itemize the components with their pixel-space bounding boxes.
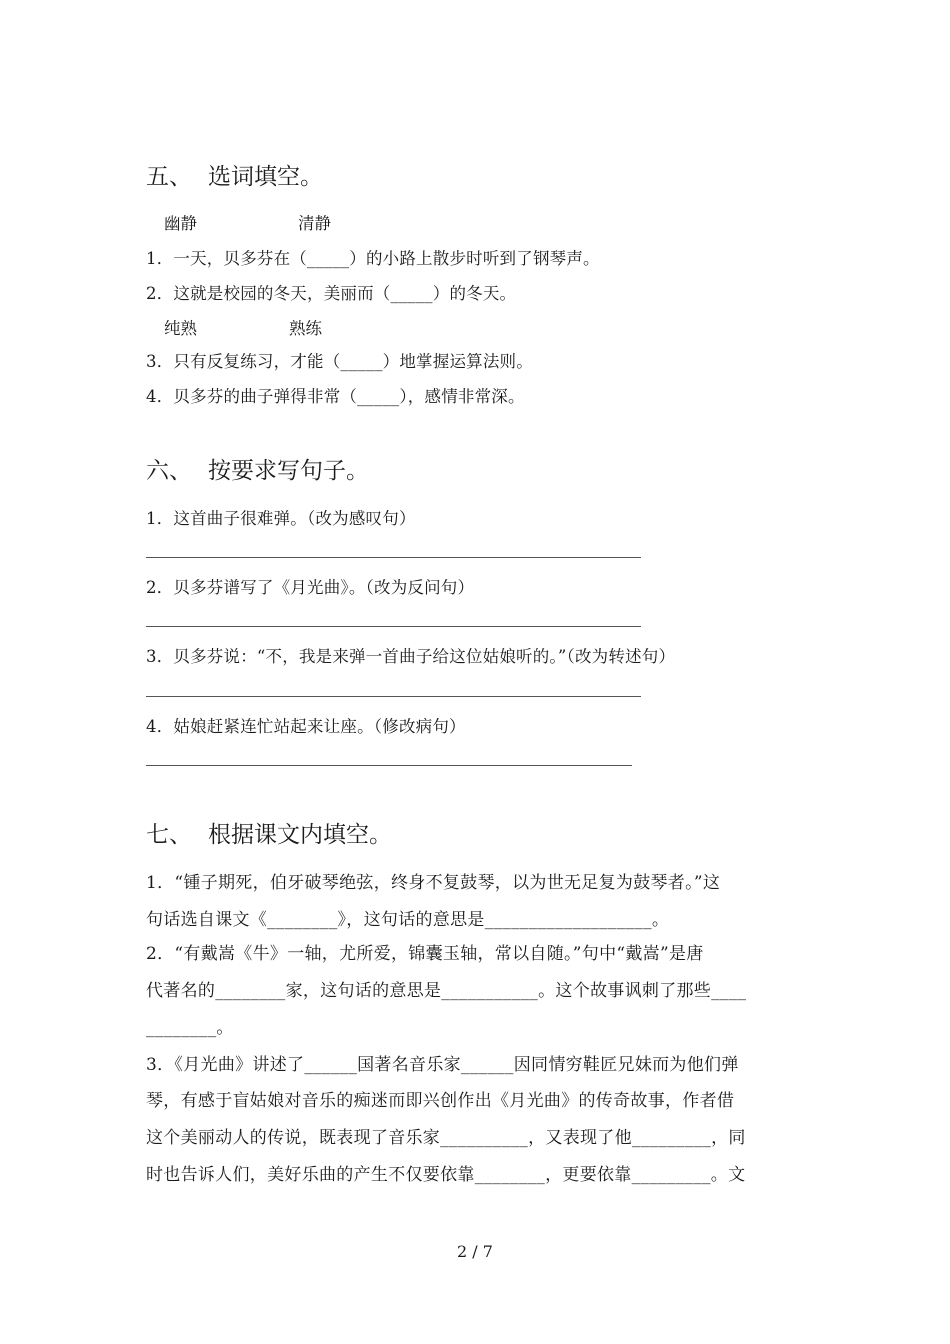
page-number: 2 / 7 — [457, 1242, 493, 1261]
passage-line-7: 琴，有感于盲姑娘对音乐的痴迷而即兴创作出《月光曲》的传奇故事，作者借 — [146, 1091, 735, 1111]
passage-line-8: 这个美丽动人的传说，既表现了音乐家__________，又表现了他_________，同 — [146, 1128, 746, 1148]
question-5-1: 1．一天，贝多芬在（_____）的小路上散步时听到了钢琴声。 — [146, 249, 600, 268]
passage-line-4: 代著名的________家，这句话的意思是___________。这个故事讽刺了那些____ — [146, 981, 747, 1001]
section-7-heading — [146, 816, 392, 849]
word-option-2b: 熟练 — [289, 319, 322, 338]
question-5-4: 4．贝多芬的曲子弹得非常（_____），感情非常深。 — [146, 387, 525, 406]
section-5-title: 选词填空。 — [208, 164, 323, 190]
section-6-number: 六、 — [146, 458, 192, 484]
section-7-number: 七、 — [146, 822, 192, 848]
question-6-2: 2．贝多芬谱写了《月光曲》。（改为反问句） — [146, 578, 475, 597]
section-5-number: 五、 — [146, 164, 192, 190]
word-option-2a: 纯熟 — [164, 319, 197, 338]
section-6-heading — [146, 452, 369, 485]
passage-line-5: ________。 — [146, 1018, 234, 1038]
section-6-title: 按要求写句子。 — [208, 458, 369, 484]
passage-line-1: 1．“锺子期死，伯牙破琴绝弦，终身不复鼓琴，以为世无足复为鼓琴者。”这 — [146, 873, 721, 893]
passage-line-2: 句话选自课文《________》，这句话的意思是___________________。 — [146, 910, 670, 930]
answer-line-6-3 — [146, 696, 641, 697]
question-5-2: 2．这就是校园的冬天，美丽而（_____）的冬天。 — [146, 284, 517, 303]
question-6-3: 3．贝多芬说：“不，我是来弹一首曲子给这位姑娘听的。”（改为转述句） — [146, 647, 676, 666]
question-6-1: 1．这首曲子很难弹。（改为感叹句） — [146, 509, 416, 528]
passage-line-6: 3．《月光曲》讲述了______国著名音乐家______因同情穷鞋匠兄妹而为他们弹 — [146, 1055, 739, 1075]
word-option-1a: 幽静 — [164, 214, 197, 233]
answer-line-6-4 — [146, 765, 632, 766]
passage-line-9: 时也告诉人们，美好乐曲的产生不仅要依靠________，更要依靠_________。文 — [146, 1165, 746, 1185]
question-5-3: 3．只有反复练习，才能（_____）地掌握运算法则。 — [146, 352, 533, 371]
answer-line-6-1 — [146, 557, 641, 558]
section-5-heading — [146, 158, 323, 191]
answer-line-6-2 — [146, 626, 641, 627]
section-7-title: 根据课文内填空。 — [208, 822, 392, 848]
word-option-1b: 清静 — [298, 214, 331, 233]
question-6-4: 4．姑娘赶紧连忙站起来让座。（修改病句） — [146, 717, 466, 736]
passage-line-3: 2．“有戴嵩《牛》一轴，尤所爱，锦囊玉轴，常以自随。”句中“戴嵩”是唐 — [146, 944, 704, 964]
